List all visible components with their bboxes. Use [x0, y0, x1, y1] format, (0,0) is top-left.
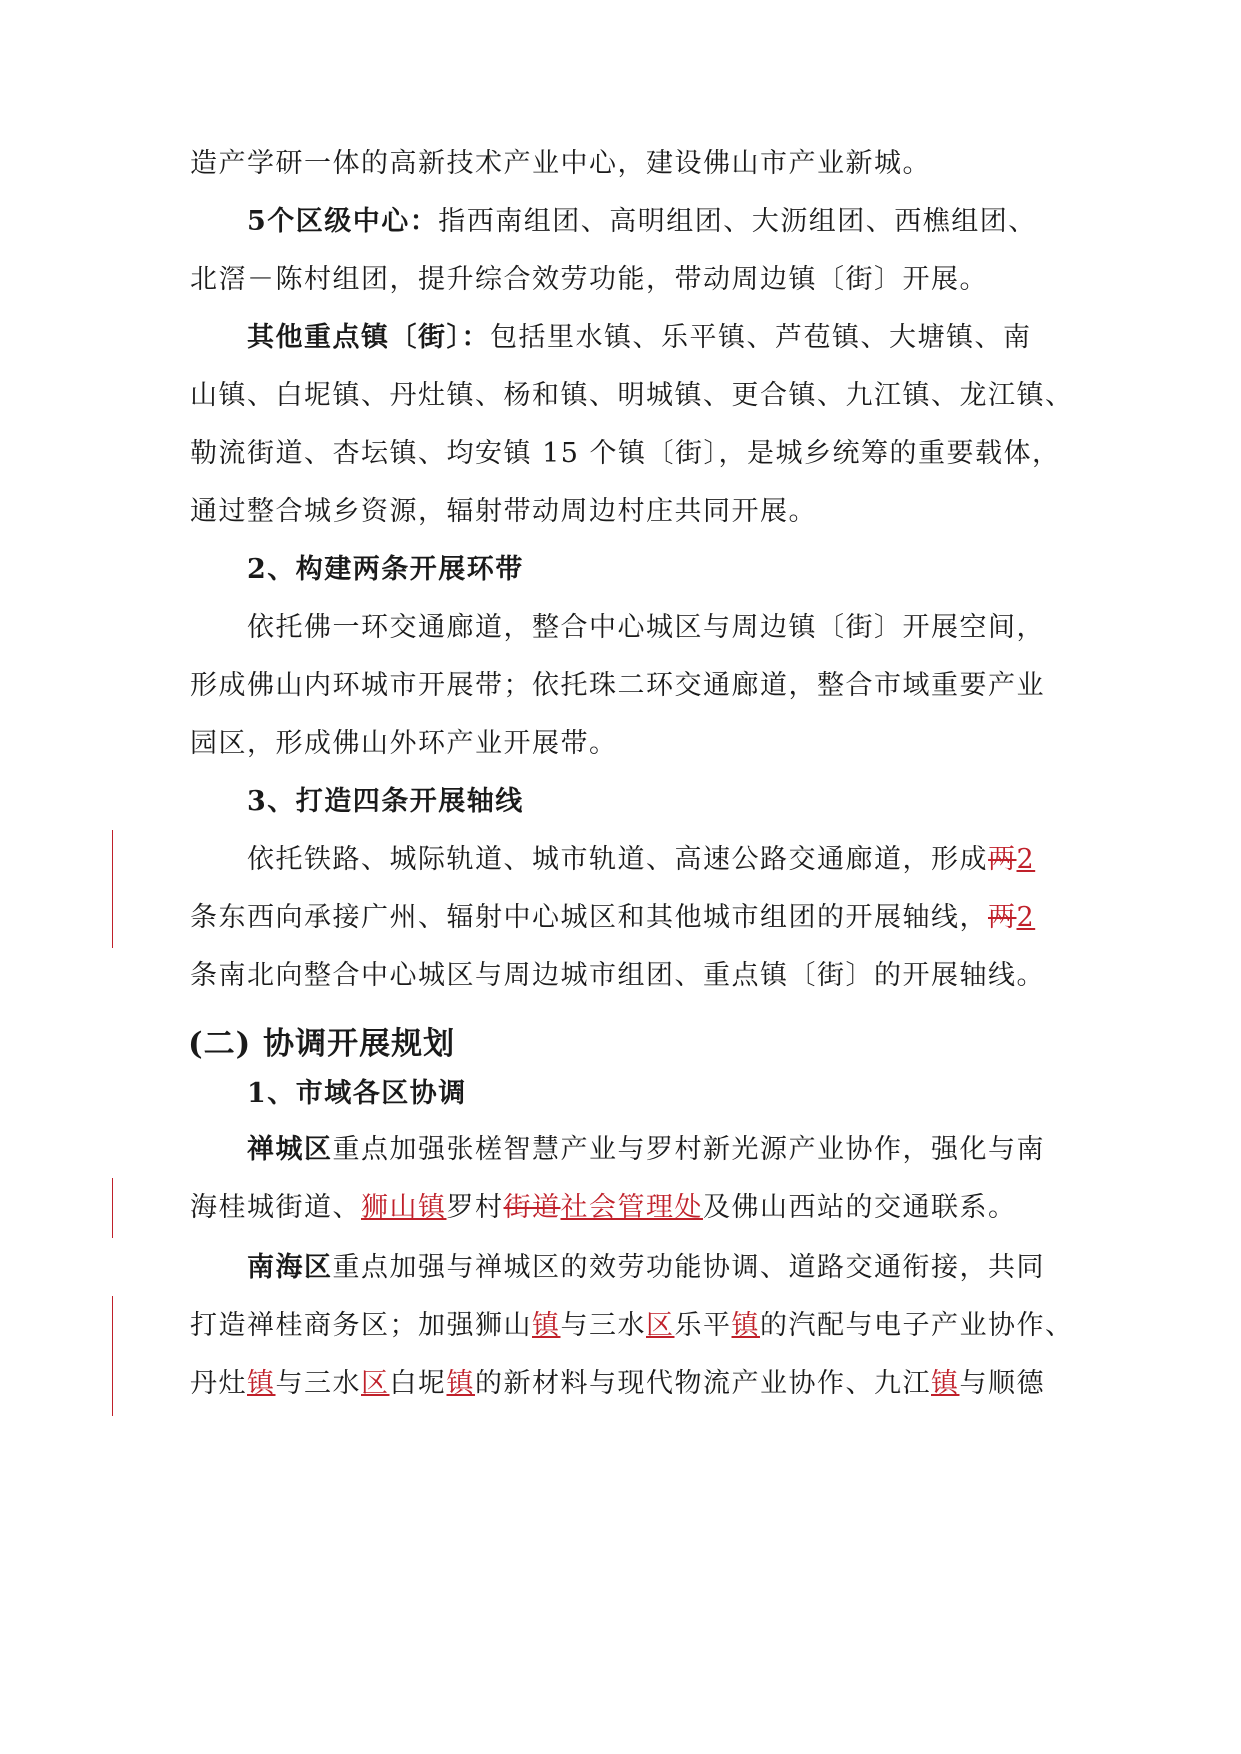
paragraph-line: 通过整合城乡资源，辐射带动周边村庄共同开展。	[190, 496, 817, 527]
inserted-text: 镇	[247, 1368, 276, 1399]
inserted-text: 区	[646, 1310, 675, 1341]
inserted-text: 区	[361, 1368, 390, 1399]
bold-label: 其他重点镇〔街〕：	[247, 322, 490, 353]
text-run: 的新材料与现代物流产业协作、九江	[475, 1368, 931, 1399]
inserted-text: 2	[1016, 902, 1036, 933]
paragraph-line: 山镇、白坭镇、丹灶镇、杨和镇、明城镇、更合镇、九江镇、龙江镇、	[190, 380, 1074, 411]
deleted-text: 两	[988, 902, 1017, 933]
text-run: 及佛山西站的交通联系。	[703, 1192, 1017, 1223]
bold-label: 禅城区	[247, 1134, 333, 1165]
paragraph-axes-line1	[247, 842, 1080, 878]
paragraph-district-centers	[247, 204, 1080, 240]
bold-label: 南海区	[247, 1252, 333, 1283]
deleted-text: 两	[988, 844, 1017, 875]
text-run: 重点加强张槎智慧产业与罗村新光源产业协作，强化与南	[332, 1134, 1045, 1165]
inserted-text: 镇	[532, 1310, 561, 1341]
revision-bar	[112, 1178, 113, 1238]
paragraph-nanhai-line2	[190, 1308, 1080, 1344]
text-run: 包括里水镇、乐平镇、芦苞镇、大塘镇、南	[490, 322, 1032, 353]
text-run: 与三水	[560, 1310, 646, 1341]
section-heading: (二) 协调开展规划	[188, 1026, 456, 1062]
inserted-text: 镇	[931, 1368, 960, 1399]
inserted-text: 狮山镇	[361, 1192, 447, 1223]
paragraph-chancheng	[247, 1132, 1080, 1168]
text-run: 条东西向承接广州、辐射中心城区和其他城市组团的开展轴线，	[190, 902, 988, 933]
text-run: 与顺德	[959, 1368, 1045, 1399]
revision-bar	[112, 830, 113, 948]
paragraph-line: 园区，形成佛山外环产业开展带。	[190, 728, 618, 759]
paragraph-line: 造产学研一体的高新技术产业中心，建设佛山市产业新城。	[190, 148, 931, 179]
paragraph-line: 依托佛一环交通廊道，整合中心城区与周边镇〔街〕开展空间，	[247, 612, 1045, 643]
text-run: 乐平	[674, 1310, 732, 1341]
text-run: 依托铁路、城际轨道、城市轨道、高速公路交通廊道，形成	[247, 844, 988, 875]
inserted-text: 镇	[446, 1368, 475, 1399]
subheading-rings: 2、构建两条开展环带	[247, 554, 524, 585]
paragraph-line: 北滘－陈村组团，提升综合效劳功能，带动周边镇〔街〕开展。	[190, 264, 988, 295]
subheading-axes: 3、打造四条开展轴线	[247, 786, 524, 817]
text-run: 白坭	[389, 1368, 447, 1399]
inserted-text: 镇	[731, 1310, 760, 1341]
text-run: 海桂城街道、	[190, 1192, 361, 1223]
paragraph-line: 勒流街道、杏坛镇、均安镇 15 个镇〔街〕，是城乡统筹的重要载体，	[190, 438, 1061, 469]
text-run: 指西南组团、高明组团、大沥组团、西樵组团、	[438, 206, 1037, 237]
text-run: 罗村	[446, 1192, 504, 1223]
paragraph-nanhai	[247, 1250, 1080, 1286]
paragraph-axes-line2	[190, 900, 1080, 936]
paragraph-line: 形成佛山内环城市开展带；依托珠二环交通廊道，整合市域重要产业	[190, 670, 1045, 701]
bold-label: 5个区级中心：	[247, 206, 439, 237]
inserted-text: 社会管理处	[560, 1192, 703, 1223]
subheading-districts: 1、市域各区协调	[247, 1078, 467, 1109]
paragraph-key-towns	[247, 320, 1080, 356]
text-run: 重点加强与禅城区的效劳功能协调、道路交通衔接，共同	[332, 1252, 1045, 1283]
text-run: 丹灶	[190, 1368, 247, 1399]
paragraph-nanhai-line3	[190, 1366, 1080, 1402]
text-run: 的汽配与电子产业协作、	[760, 1310, 1074, 1341]
paragraph-chancheng-line2	[190, 1190, 1080, 1226]
paragraph-line: 条南北向整合中心城区与周边城市组团、重点镇〔街〕的开展轴线。	[190, 960, 1045, 991]
text-run: 打造禅桂商务区；加强狮山	[190, 1310, 532, 1341]
deleted-text: 街道	[503, 1192, 561, 1223]
inserted-text: 2	[1016, 844, 1036, 875]
text-run: 与三水	[275, 1368, 361, 1399]
revision-bar	[112, 1296, 113, 1416]
